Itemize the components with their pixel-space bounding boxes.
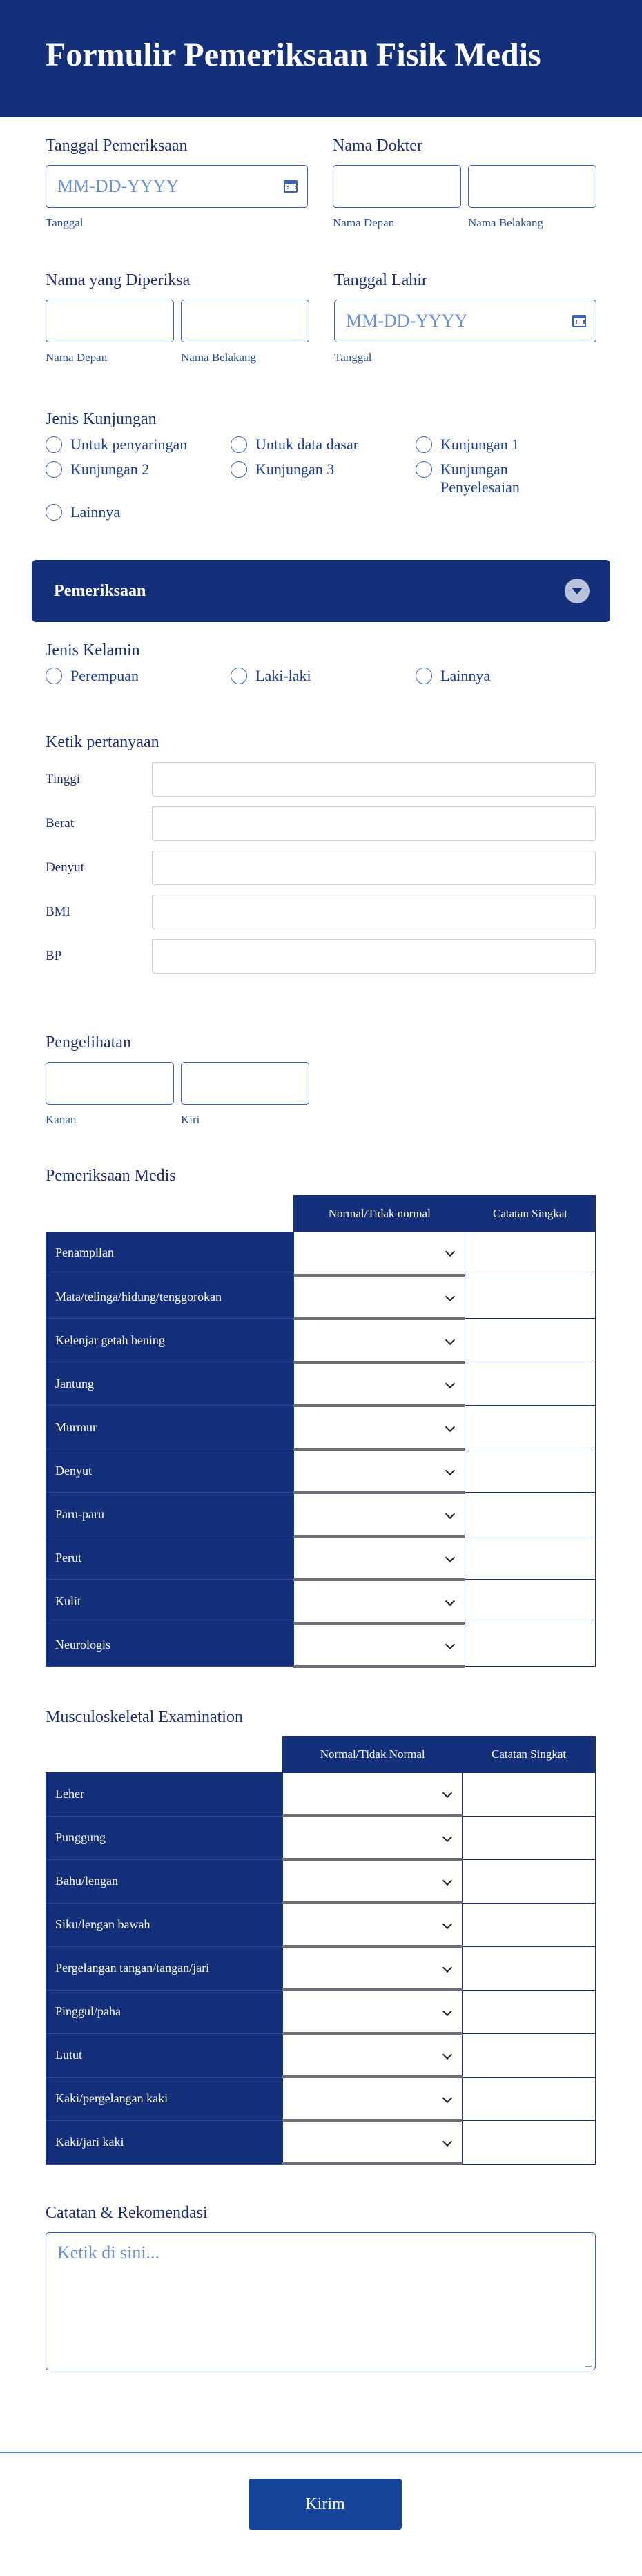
row-label: Punggung <box>46 1816 283 1859</box>
doctor-name-label: Nama Dokter <box>333 137 422 155</box>
doctor-first-name-sublabel: Nama Depan <box>333 216 395 229</box>
status-dropdown[interactable] <box>294 1232 465 1275</box>
questions-field <box>0 733 642 978</box>
vision-left-input[interactable] <box>181 1062 309 1105</box>
row-label: Leher <box>46 1772 283 1816</box>
chevron-down-icon[interactable] <box>442 1963 452 1973</box>
status-dropdown[interactable] <box>283 1903 463 1946</box>
column-header: Normal/Tidak normal <box>294 1196 465 1232</box>
question-input[interactable] <box>152 851 596 885</box>
birth-date-field <box>334 271 596 365</box>
table-row <box>46 1275 596 1319</box>
status-dropdown[interactable] <box>294 1449 465 1493</box>
column-header: Normal/Tidak Normal <box>283 1736 463 1772</box>
table-row <box>46 1580 596 1623</box>
musculo-exam-field <box>0 1708 642 2166</box>
birth-date-sublabel: Tanggal <box>334 351 372 364</box>
table-row <box>46 1816 596 1859</box>
chevron-down-icon[interactable] <box>445 1552 455 1562</box>
note-input[interactable] <box>465 1623 596 1667</box>
table-row <box>46 1903 596 1946</box>
question-input[interactable] <box>152 762 596 797</box>
vision-left-sublabel: Kiri <box>181 1113 200 1126</box>
radio-circle[interactable] <box>46 668 62 684</box>
chevron-down-icon[interactable] <box>445 1422 455 1431</box>
status-dropdown[interactable] <box>294 1275 465 1319</box>
row-label: Kulit <box>46 1580 294 1623</box>
chevron-down-icon[interactable] <box>442 2093 452 2103</box>
chevron-down-icon[interactable] <box>442 2137 452 2147</box>
chevron-down-icon[interactable] <box>445 1247 455 1257</box>
calendar-icon[interactable] <box>572 315 586 327</box>
row-label: Bahu/lengan <box>46 1859 283 1903</box>
note-input[interactable] <box>465 1406 596 1449</box>
table-row <box>46 1449 596 1493</box>
gender-label: Jenis Kelamin <box>46 641 140 659</box>
radio-option[interactable]: Perempuan <box>46 667 231 685</box>
question-label: Berat <box>46 816 75 831</box>
chevron-down-icon[interactable] <box>445 1465 455 1475</box>
radio-circle[interactable] <box>231 668 247 684</box>
birth-date-label: Tanggal Lahir <box>334 271 427 289</box>
chevron-down-icon[interactable] <box>442 2050 452 2060</box>
status-dropdown[interactable] <box>294 1536 465 1580</box>
status-dropdown[interactable] <box>294 1319 465 1362</box>
question-input[interactable] <box>152 939 596 974</box>
radio-circle[interactable] <box>416 668 432 684</box>
exam-date-sublabel: Tanggal <box>46 216 84 229</box>
table-row <box>46 1493 596 1536</box>
question-label: Denyut <box>46 860 84 875</box>
note-input[interactable] <box>465 1449 596 1493</box>
patient-first-name-sublabel: Nama Depan <box>46 351 108 364</box>
musculo-exam-table <box>46 1736 596 2166</box>
section-title: Pemeriksaan <box>54 581 146 600</box>
notes-placeholder: Ketik di sini... <box>57 2243 160 2263</box>
question-label: BMI <box>46 904 70 919</box>
patient-name-field <box>46 271 309 365</box>
note-input[interactable] <box>463 2033 596 2077</box>
table-row <box>46 2077 596 2120</box>
table-row <box>46 2033 596 2077</box>
table-row <box>46 1772 596 1816</box>
status-dropdown[interactable] <box>283 2033 463 2077</box>
chevron-down-icon[interactable] <box>445 1291 455 1301</box>
radio-circle[interactable] <box>231 461 247 478</box>
visit-type-label: Jenis Kunjungan <box>46 410 157 428</box>
musculo-exam-label: Musculoskeletal Examination <box>46 1707 243 1726</box>
note-input[interactable] <box>465 1362 596 1406</box>
note-input[interactable] <box>463 1859 596 1903</box>
radio-option[interactable]: Kunjungan Penyelesaian <box>416 461 601 496</box>
table-row <box>46 2120 596 2164</box>
notes-label: Catatan & Rekomendasi <box>46 2204 208 2222</box>
chevron-down-icon[interactable] <box>445 1378 455 1388</box>
table-row <box>46 1946 596 1990</box>
table-row <box>46 1319 596 1362</box>
notes-field <box>0 2204 642 2370</box>
resize-handle-icon[interactable] <box>585 2360 592 2367</box>
chevron-down-icon[interactable] <box>445 1509 455 1518</box>
exam-date-label: Tanggal Pemeriksaan <box>46 137 188 155</box>
radio-option[interactable]: Kunjungan 3 <box>231 461 416 496</box>
doctor-name-field <box>333 137 596 230</box>
form-title: Formulir Pemeriksaan Fisik Medis <box>46 37 541 73</box>
row-label: Pergelangan tangan/tangan/jari <box>46 1946 283 1990</box>
table-row <box>46 1362 596 1406</box>
note-input[interactable] <box>463 1903 596 1946</box>
note-input[interactable] <box>463 1946 596 1990</box>
question-label: BP <box>46 949 62 963</box>
table-row <box>46 1859 596 1903</box>
note-input[interactable] <box>463 1990 596 2033</box>
radio-circle[interactable] <box>416 461 432 478</box>
column-header: Catatan Singkat <box>463 1736 596 1772</box>
patient-first-name-input[interactable] <box>46 300 174 342</box>
radio-option[interactable]: Lainnya <box>416 667 601 685</box>
vision-field <box>0 1034 642 1127</box>
row-label: Pinggul/paha <box>46 1990 283 2033</box>
note-input[interactable] <box>463 1772 596 1816</box>
row-label: Siku/lengan bawah <box>46 1903 283 1946</box>
status-dropdown[interactable] <box>294 1580 465 1623</box>
medical-exam-label: Pemeriksaan Medis <box>46 1167 176 1185</box>
radio-option[interactable]: Kunjungan 2 <box>46 461 231 496</box>
radio-option[interactable]: Untuk data dasar <box>231 436 416 454</box>
calendar-icon[interactable] <box>284 180 298 193</box>
status-dropdown[interactable] <box>294 1623 465 1667</box>
patient-name-label: Nama yang Diperiksa <box>46 271 191 289</box>
radio-circle[interactable] <box>46 436 62 453</box>
row-label: Kaki/pergelangan kaki <box>46 2077 283 2120</box>
doctor-last-name-sublabel: Nama Belakang <box>468 216 544 229</box>
question-input[interactable] <box>152 895 596 929</box>
chevron-down-icon[interactable] <box>565 579 590 603</box>
note-input[interactable] <box>465 1536 596 1580</box>
exam-date-field <box>46 137 308 230</box>
patient-last-name-sublabel: Nama Belakang <box>181 351 257 364</box>
chevron-down-icon[interactable] <box>445 1639 455 1649</box>
status-dropdown[interactable] <box>283 1990 463 2033</box>
patient-last-name-input[interactable] <box>181 300 309 342</box>
exam-date-input[interactable] <box>46 165 308 208</box>
radio-option[interactable]: Kunjungan 1 <box>416 436 601 454</box>
status-dropdown[interactable] <box>283 1816 463 1859</box>
form-header <box>0 0 642 117</box>
status-dropdown[interactable] <box>294 1493 465 1536</box>
note-input[interactable] <box>465 1319 596 1362</box>
note-input[interactable] <box>463 2077 596 2120</box>
question-input[interactable] <box>152 806 596 841</box>
gender-field <box>0 641 642 685</box>
notes-textarea[interactable] <box>46 2232 596 2370</box>
divider <box>0 2452 642 2453</box>
row-label: Mata/telinga/hidung/tenggorokan <box>46 1275 294 1319</box>
row-label: Penampilan <box>46 1232 294 1275</box>
row-label: Kelenjar getah bening <box>46 1319 294 1362</box>
row-label: Paru-paru <box>46 1493 294 1536</box>
status-dropdown[interactable] <box>283 1859 463 1903</box>
note-input[interactable] <box>465 1275 596 1319</box>
table-row <box>46 1623 596 1667</box>
medical-exam-table <box>46 1195 596 1668</box>
doctor-last-name-input[interactable] <box>468 165 596 208</box>
chevron-down-icon[interactable] <box>445 1596 455 1605</box>
status-dropdown[interactable] <box>294 1362 465 1406</box>
note-input[interactable] <box>463 2120 596 2164</box>
row-label: Perut <box>46 1536 294 1580</box>
table-corner <box>46 1736 283 1772</box>
status-dropdown[interactable] <box>294 1406 465 1449</box>
chevron-down-icon[interactable] <box>442 2006 452 2016</box>
row-label: Kaki/jari kaki <box>46 2120 283 2164</box>
chevron-down-icon[interactable] <box>442 1832 452 1842</box>
radio-option[interactable]: Laki-laki <box>231 667 416 685</box>
chevron-down-icon[interactable] <box>445 1335 455 1344</box>
questions-label: Ketik pertanyaan <box>46 733 159 751</box>
exam-date-placeholder: MM-DD-YYYY <box>57 176 179 196</box>
vision-right-input[interactable] <box>46 1062 174 1105</box>
row-label: Murmur <box>46 1406 294 1449</box>
row-label: Denyut <box>46 1449 294 1493</box>
chevron-down-icon[interactable] <box>442 1788 452 1797</box>
row-label: Lutut <box>46 2033 283 2077</box>
birth-date-placeholder: MM-DD-YYYY <box>346 311 468 331</box>
table-row <box>46 1990 596 2033</box>
note-input[interactable] <box>465 1493 596 1536</box>
status-dropdown[interactable] <box>283 1946 463 1990</box>
status-dropdown[interactable] <box>283 2120 463 2164</box>
vision-label: Pengelihatan <box>46 1034 131 1052</box>
row-label: Neurologis <box>46 1623 294 1667</box>
visit-type-field <box>0 410 642 521</box>
doctor-first-name-input[interactable] <box>333 165 461 208</box>
radio-circle[interactable] <box>416 436 432 453</box>
radio-circle[interactable] <box>46 461 62 478</box>
note-input[interactable] <box>465 1580 596 1623</box>
section-collapse-bar[interactable] <box>32 560 610 622</box>
radio-circle[interactable] <box>46 504 62 521</box>
submit-button[interactable]: Kirim <box>249 2479 402 2530</box>
column-header: Catatan Singkat <box>465 1196 596 1232</box>
table-row <box>46 1536 596 1580</box>
radio-option[interactable]: Untuk penyaringan <box>46 436 231 454</box>
medical-exam-field <box>0 1167 642 1668</box>
radio-circle[interactable] <box>231 436 247 453</box>
question-label: Tinggi <box>46 772 80 786</box>
note-input[interactable] <box>463 1816 596 1859</box>
table-corner <box>46 1196 294 1232</box>
vision-right-sublabel: Kanan <box>46 1113 77 1126</box>
birth-date-input[interactable] <box>334 300 596 342</box>
table-row <box>46 1406 596 1449</box>
status-dropdown[interactable] <box>283 2077 463 2120</box>
chevron-down-icon[interactable] <box>442 1876 452 1886</box>
chevron-down-icon[interactable] <box>442 1919 452 1929</box>
radio-option[interactable]: Lainnya <box>46 503 231 521</box>
row-label: Jantung <box>46 1362 294 1406</box>
note-input[interactable] <box>465 1232 596 1275</box>
status-dropdown[interactable] <box>283 1772 463 1816</box>
table-row <box>46 1232 596 1275</box>
